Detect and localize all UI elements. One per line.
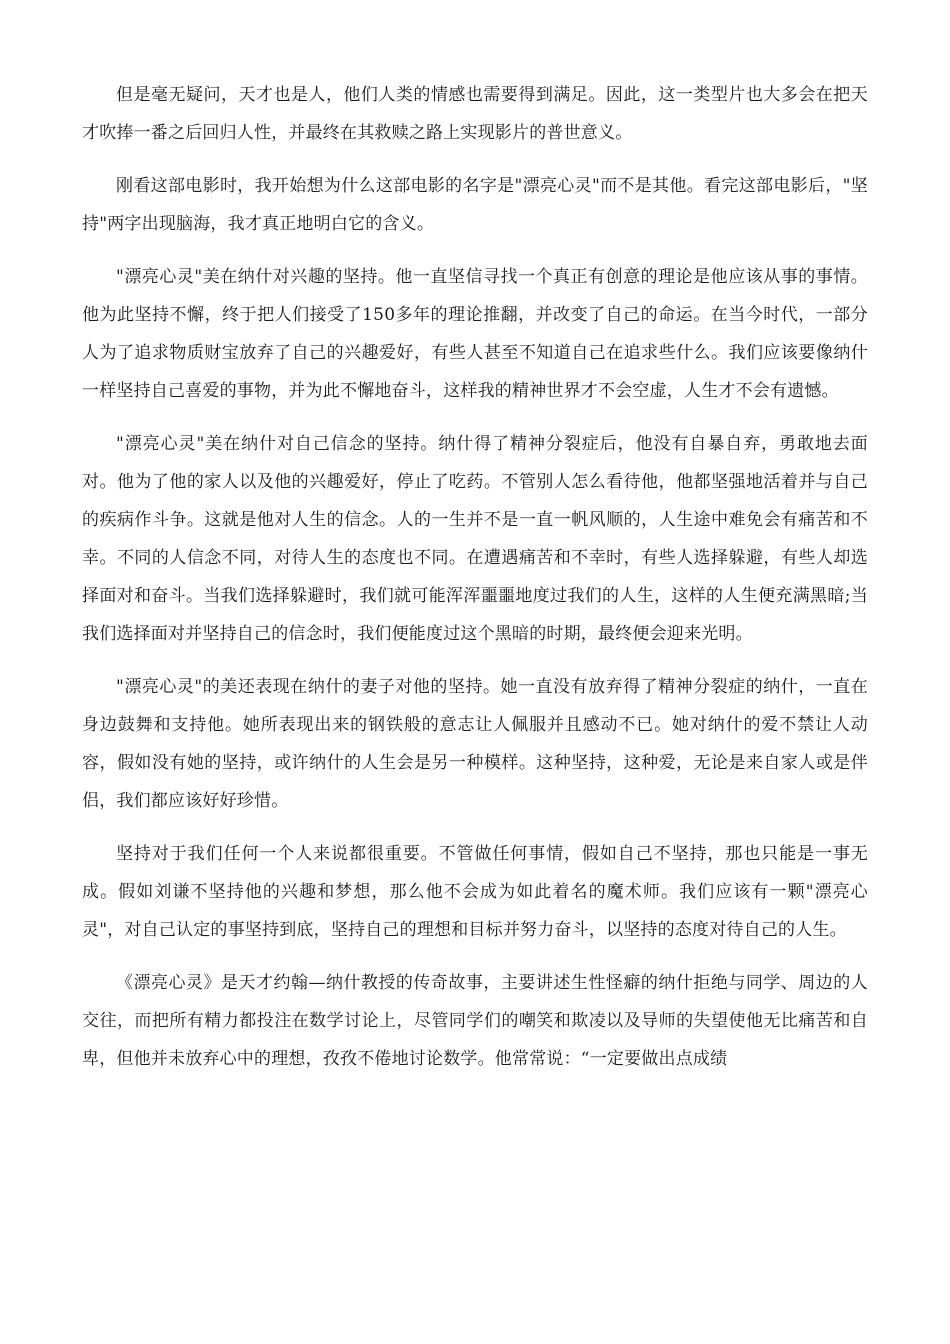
- paragraph: 刚看这部电影时，我开始想为什么这部电影的名字是"漂亮心灵"而不是其他。看完这部电影后，"坚持"两字出现脑海，我才真正地明白它的含义。: [82, 176, 868, 234]
- paragraph: 坚持对于我们任何一个人来说都很重要。不管做任何事情，假如自己不坚持，那也只能是一事无成。假如刘谦不坚持他的兴趣和梦想，那么他不会成为如此着名的魔术师。我们应该有一颗"漂亮心灵"，对自己认定的事坚持到底，坚持自己的理想和目标并努力奋斗，以坚持的态度对待自己的人生。: [82, 844, 868, 940]
- paragraph: "漂亮心灵"的美还表现在纳什的妻子对他的坚持。她一直没有放弃得了精神分裂症的纳什，一直在身边鼓舞和支持他。她所表现出来的钢铁般的意志让人佩服并且感动不已。她对纳什的爱不禁让人动容，假如没有她的坚持，或许纳什的人生会是另一种模样。这种坚持，这种爱，无论是来自家人或是伴侣，我们都应该好好珍惜。: [82, 677, 868, 811]
- paragraph: "漂亮心灵"美在纳什对兴趣的坚持。他一直坚信寻找一个真正有创意的理论是他应该从事的事情。他为此坚持不懈，终于把人们接受了150多年的理论推翻，并改变了自己的命运。在当今时代，一部分人为了追求物质财宝放弃了自己的兴趣爱好，有些人甚至不知道自己在追求些什么。我们应该要像纳什一样坚持自己喜爱的事物，并为此不懈地奋斗，这样我的精神世界才不会空虚，人生才不会有遗憾。: [82, 267, 868, 401]
- paragraph: 《漂亮心灵》是天才约翰—纳什教授的传奇故事，主要讲述生性怪癖的纳什拒绝与同学、周边的人交往，而把所有精力都投注在数学讨论上，尽管同学们的嘲笑和欺凌以及导师的失望使他无比痛苦和自卑，但他并未放弃心中的理想，孜孜不倦地讨论数学。他常常说：“一定要做出点成绩: [82, 973, 868, 1069]
- document-body: [82, 76, 868, 1093]
- paragraph: "漂亮心灵"美在纳什对自己信念的坚持。纳什得了精神分裂症后，他没有自暴自弃，勇敢地去面对。他为了他的家人以及他的兴趣爱好，停止了吃药。不管别人怎么看待他，他都坚强地活着并与自己的疾病作斗争。这就是他对人生的信念。人的一生并不是一直一帆风顺的，人生途中难免会有痛苦和不幸。不同的人信念不同，对待人生的态度也不同。在遭遇痛苦和不幸时，有些人选择躲避，有些人却选择面对和奋斗。当我们选择躲避时，我们就可能浑浑噩噩地度过我们的人生，这样的人生便充满黑暗;当我们选择面对并坚持自己的信念时，我们便能度过这个黑暗的时期，最终便会迎来光明。: [82, 434, 868, 644]
- paragraph: 但是毫无疑问，天才也是人，他们人类的情感也需要得到满足。因此，这一类型片也大多会在把天才吹捧一番之后回归人性，并最终在其救赎之路上实现影片的普世意义。: [82, 85, 868, 143]
